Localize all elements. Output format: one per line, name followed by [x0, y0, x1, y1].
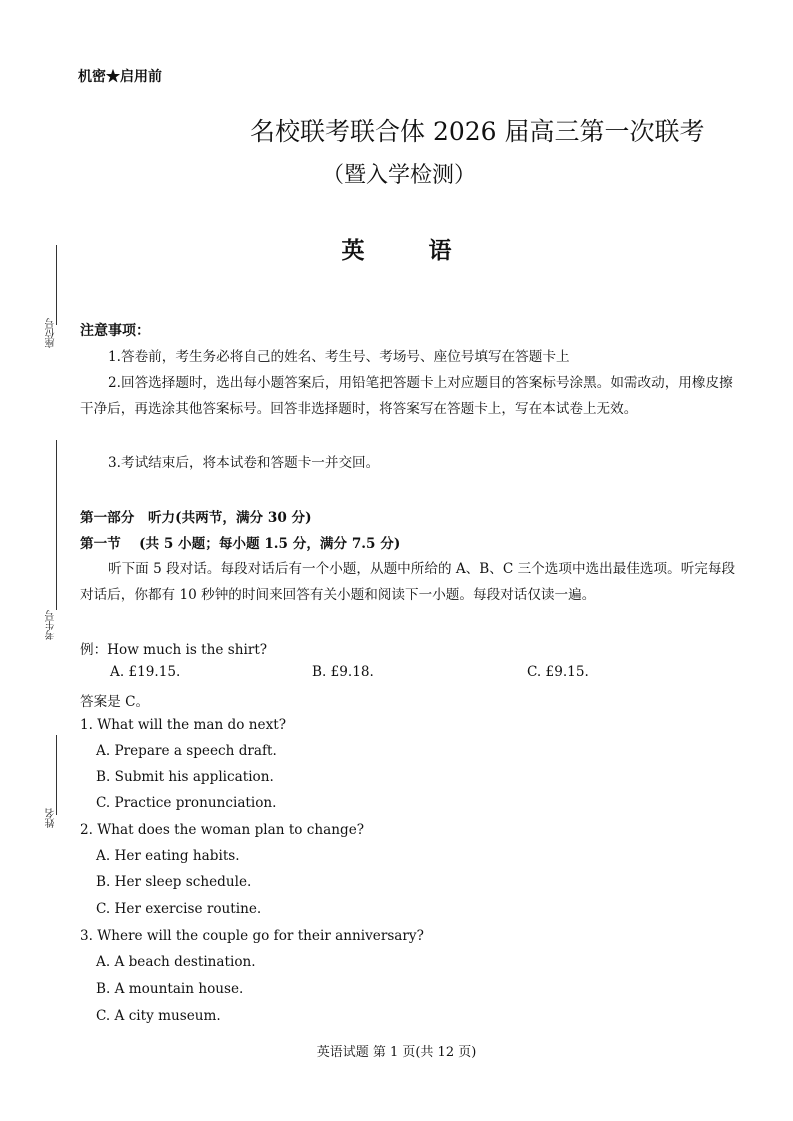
question-3-option-a: A. A beach destination.	[96, 954, 256, 970]
notice-item-2: 2.回答选择题时，选出每小题答案后，用铅笔把答题卡上对应题目的答案标号涂黑。如需改动，用橡皮擦干净后，再选涂其他答案标号。回答非选择题时，将答案写在答题卡上，写在本试卷上无效。	[80, 375, 733, 417]
exam-title: 名校联考联合体 2026 届高三第一次联考	[250, 117, 705, 146]
exam-subtitle: （暨入学检测）	[322, 163, 477, 188]
example-option-b: B. £9.18.	[312, 664, 374, 680]
page-footer: 英语试题 第 1 页(共 12 页)	[316, 1045, 477, 1060]
example-answer: 答案是 C。	[80, 694, 150, 710]
question-2-option-c: C. Her exercise routine.	[96, 901, 262, 917]
question-1-stem: 1. What will the man do next?	[80, 717, 286, 733]
example-question: 例：How much is the shirt?	[80, 642, 268, 658]
question-1-option-b: B. Submit his application.	[96, 769, 274, 785]
notice-item-3: 3.考试结束后，将本试卷和答题卡一并交回。	[108, 455, 380, 471]
question-1-option-c: C. Practice pronunciation.	[96, 795, 277, 811]
question-3-option-c: C. A city museum.	[96, 1008, 221, 1024]
subject-char-2: 语	[428, 237, 452, 264]
example-option-a: A. £19.15.	[110, 664, 181, 680]
name-line	[56, 735, 57, 815]
notice-heading: 注意事项：	[80, 323, 150, 339]
exam-number-label: 考生号	[46, 610, 57, 640]
seat-number-label: 座位号	[46, 318, 57, 348]
question-3-option-b: B. A mountain house.	[96, 981, 244, 997]
name-label: 姓名	[46, 808, 57, 828]
confidential-mark: 机密★启用前	[78, 69, 162, 85]
question-3-stem: 3. Where will the couple go for their anniversary?	[80, 928, 424, 944]
exam-number-line	[56, 440, 57, 610]
section1-heading	[80, 532, 400, 552]
subject-char-1: 英	[341, 237, 365, 264]
section1-heading-text: 第一节 (共 5 小题；每小题 1.5 分，满分 7.5 分)	[80, 536, 401, 552]
question-1-option-a: A. Prepare a speech draft.	[96, 743, 277, 759]
notice-item-1: 1.答卷前，考生务必将自己的姓名、考生号、考场号、座位号填写在答题卡上	[108, 349, 570, 365]
question-2-option-b: B. Her sleep schedule.	[96, 874, 252, 890]
question-2-stem: 2. What does the woman plan to change?	[80, 822, 365, 838]
subject-title	[0, 232, 793, 265]
question-2-option-a: A. Her eating habits.	[96, 848, 240, 864]
example-option-c: C. £9.15.	[527, 664, 589, 680]
part1-heading: 第一部分 听力(共两节，满分 30 分)	[80, 510, 312, 526]
listening-instructions: 听下面 5 段对话。每段对话后有一个小题，从题中所给的 A、B、C 三个选项中选出最佳选项。听完每段对话后，你都有 10 秒钟的时间来回答有关小题和阅读下一小题。每段对话仅读一遍。	[80, 561, 736, 603]
